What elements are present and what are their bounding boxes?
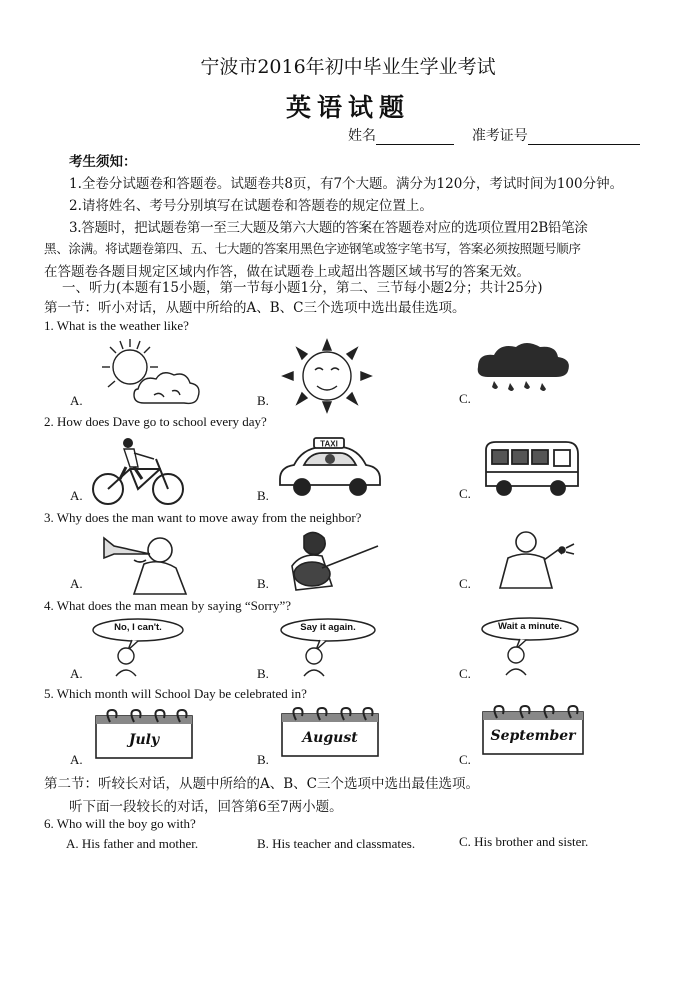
q2-option-c-image[interactable] — [482, 440, 582, 500]
singer-icon — [478, 528, 578, 590]
person-head-icon — [508, 647, 524, 663]
notice-line-3b: 黑、涂满。将试题卷第四、五、七大题的答案用黑色字迹钢笔或签字笔书写，答案必须按照题号顺序 — [44, 241, 581, 256]
question-6: 6. Who will the boy go with? — [44, 816, 196, 831]
month-september: September — [490, 728, 576, 744]
guitar-player-icon — [282, 528, 382, 593]
q1-option-b-image[interactable] — [275, 336, 380, 416]
q1-option-c-image[interactable] — [470, 343, 575, 398]
q6-option-c[interactable]: C. His brother and sister. — [459, 834, 589, 849]
person-head-icon — [306, 648, 322, 664]
speech-bubble-a: No, I can't. — [114, 622, 162, 633]
q4-option-c-image[interactable] — [480, 617, 580, 677]
notice-line-3c: 在答题卷各题目规定区域内作答，做在试题卷上或超出答题区域书写的答案无效。 — [44, 264, 530, 280]
notice-line-2: 2.请将姓名、考号分别填写在试题卷和答题卷的规定位置上。 — [69, 198, 433, 214]
q3-letter-a: A. — [70, 576, 83, 591]
q3-letter-b: B. — [257, 576, 269, 591]
q4-letter-c: C. — [459, 666, 471, 681]
q4-option-a-image[interactable] — [92, 618, 184, 678]
bicycle-icon — [88, 437, 188, 507]
month-august: August — [302, 730, 358, 746]
rain-cloud-icon — [470, 343, 575, 398]
q5-letter-a: A. — [70, 752, 83, 767]
question-2: 2. How does Dave go to school every day? — [44, 414, 267, 429]
q5-letter-b: B. — [257, 752, 269, 767]
sun-face-icon — [275, 336, 380, 416]
q3-option-a-image[interactable] — [94, 530, 194, 595]
q2-option-b-image[interactable] — [274, 437, 386, 499]
q1-letter-c: C. — [459, 391, 471, 406]
q6-option-b[interactable]: B. His teacher and classmates. — [257, 836, 416, 851]
q5-option-c-image[interactable] — [481, 704, 585, 756]
q2-letter-a: A. — [70, 488, 83, 503]
q4-option-b-image[interactable] — [280, 618, 376, 678]
notice-line-1: 1.全卷分试题卷和答题卷。试题卷共8页，有7个大题。满分为120分，考试时间为100分钟。 — [69, 176, 624, 192]
section1-part2: 第二节：听较长对话，从题中所给的A、B、C三个选项中选出最佳选项。 — [44, 776, 479, 792]
question-3: 3. Why does the man want to move away from the neighbor? — [44, 510, 362, 525]
section1-heading: 一、听力(本题有15小题，第一节每小题1分，第二、三节每小题2分；共计25分) — [62, 280, 543, 296]
month-july: July — [128, 732, 160, 748]
candidate-fields — [348, 125, 640, 145]
sun-cloud-icon — [88, 337, 203, 407]
exam-subtitle: 英语试题 — [285, 93, 410, 122]
taxi-icon — [274, 437, 386, 499]
question-5: 5. Which month will School Day be celebrated in? — [44, 686, 307, 701]
q2-option-a-image[interactable] — [88, 437, 188, 507]
school-bus-icon — [482, 440, 582, 500]
q2-letter-c: C. — [459, 486, 471, 501]
q3-option-c-image[interactable] — [478, 528, 578, 590]
q2-letter-b: B. — [257, 488, 269, 503]
notice-line-3a: 3.答题时，把试题卷第一至三大题及第六大题的答案在答题卷对应的选项位置用2B铅笔涂 — [69, 220, 588, 236]
q3-letter-c: C. — [459, 576, 471, 591]
q1-letter-b: B. — [257, 393, 269, 408]
q6-option-a[interactable]: A. His father and mother. — [66, 836, 199, 851]
q5-letter-c: C. — [459, 752, 471, 767]
q1-letter-a: A. — [70, 393, 83, 408]
notice-heading: 考生须知： — [69, 154, 137, 170]
name-label: 姓名 — [348, 128, 376, 144]
speech-bubble-b: Say it again. — [300, 622, 356, 633]
q4-letter-b: B. — [257, 666, 269, 681]
speech-bubble-c: Wait a minute. — [497, 621, 563, 632]
q3-option-b-image[interactable] — [282, 528, 382, 593]
exam-title: 宁波市2016年初中毕业生学业考试 — [200, 56, 496, 78]
person-head-icon — [118, 648, 134, 664]
q5-option-a-image[interactable] — [94, 708, 194, 760]
section1-part2-note: 听下面一段较长的对话，回答第6至7两小题。 — [69, 799, 343, 815]
exam-no-blank[interactable] — [528, 130, 640, 145]
q1-option-a-image[interactable] — [88, 337, 203, 407]
section1-part1: 第一节：听小对话，从题中所给的A、B、C三个选项中选出最佳选项。 — [44, 300, 466, 316]
exam-no-label: 准考证号 — [471, 128, 528, 144]
q4-letter-a: A. — [70, 666, 83, 681]
name-blank[interactable] — [376, 130, 454, 145]
taxi-sign-text: TAXI — [320, 439, 338, 449]
trumpet-player-icon — [94, 530, 194, 595]
question-4: 4. What does the man mean by saying “Sorry”? — [44, 598, 292, 613]
question-1: 1. What is the weather like? — [44, 318, 189, 333]
q5-option-b-image[interactable] — [280, 706, 380, 758]
